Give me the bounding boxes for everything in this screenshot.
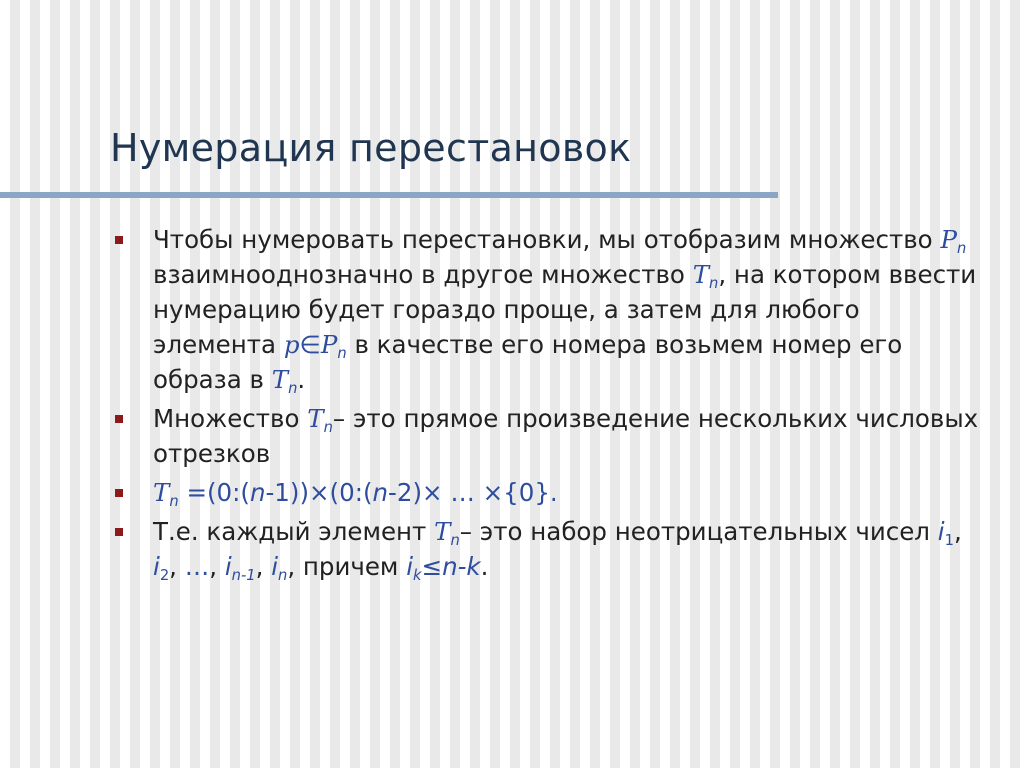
subscript: n: [323, 419, 333, 437]
text: , причем: [287, 552, 407, 581]
text: ,: [209, 552, 225, 581]
list-item: [110, 222, 990, 397]
text: – это набор неотрицательных чисел: [459, 517, 938, 546]
subscript: 1: [944, 532, 954, 550]
formula-part: -2)× … ×{0}.: [388, 478, 558, 507]
subscript: k: [413, 567, 422, 585]
set-symbol: P: [940, 225, 957, 254]
text: ,: [953, 517, 962, 546]
list-item: [110, 401, 990, 471]
text: в качестве его номера возьмем номер его образа в: [153, 330, 903, 394]
text: .: [297, 365, 306, 394]
set-symbol: T: [692, 260, 710, 289]
slide-content: [110, 222, 990, 588]
subscript: n: [169, 493, 179, 511]
text: ,: [169, 552, 185, 581]
subscript: n: [709, 275, 719, 293]
text: Чтобы нумеровать перестановки, мы отобразим множество: [153, 225, 941, 254]
element-symbol: p: [283, 330, 300, 359]
var-i: i: [937, 517, 945, 546]
subscript: 2: [159, 567, 170, 585]
text: Т.е. каждый элемент: [153, 517, 435, 546]
formula-part: =(0:(: [178, 478, 250, 507]
var-i: i: [406, 552, 414, 581]
subscript: n: [450, 532, 460, 550]
formula-var: n: [372, 478, 389, 507]
var-i: i: [224, 552, 232, 581]
formula-var: n-k: [442, 552, 481, 581]
subscript: n: [288, 380, 298, 398]
in-symbol: ∈: [299, 330, 321, 359]
le-symbol: ≤: [421, 552, 443, 581]
text: Множество: [153, 404, 308, 433]
square-bullet-icon: [115, 236, 123, 244]
subscript: n: [337, 345, 347, 363]
var-i: i: [153, 552, 160, 581]
text: .: [480, 552, 489, 581]
text: ,: [255, 552, 272, 581]
square-bullet-icon: [115, 489, 123, 497]
set-symbol: T: [153, 478, 170, 507]
text: – это прямое произведение нескольких числовых отрезков: [153, 404, 979, 468]
var-i: i: [271, 552, 278, 581]
text: , на котором ввести нумерацию будет гораздо проще, а затем для любого элемента: [153, 260, 977, 359]
slide-title: Нумерация перестановок: [110, 126, 632, 170]
subscript: n-1: [231, 567, 256, 585]
formula-var: n: [249, 478, 266, 507]
list-item: [110, 514, 990, 584]
set-symbol: T: [307, 404, 324, 433]
subscript: n: [956, 240, 967, 258]
square-bullet-icon: [115, 415, 123, 423]
set-symbol: T: [271, 365, 289, 394]
text: взаимнооднозначно в другое множество: [153, 260, 693, 289]
square-bullet-icon: [115, 528, 123, 536]
formula-part: -1))×(0:(: [265, 478, 373, 507]
subscript: n: [278, 567, 288, 585]
set-symbol: T: [434, 517, 451, 546]
set-symbol: P: [320, 330, 338, 359]
list-item: [110, 475, 990, 510]
title-underline: [0, 192, 778, 198]
ellipsis: …: [184, 552, 210, 581]
